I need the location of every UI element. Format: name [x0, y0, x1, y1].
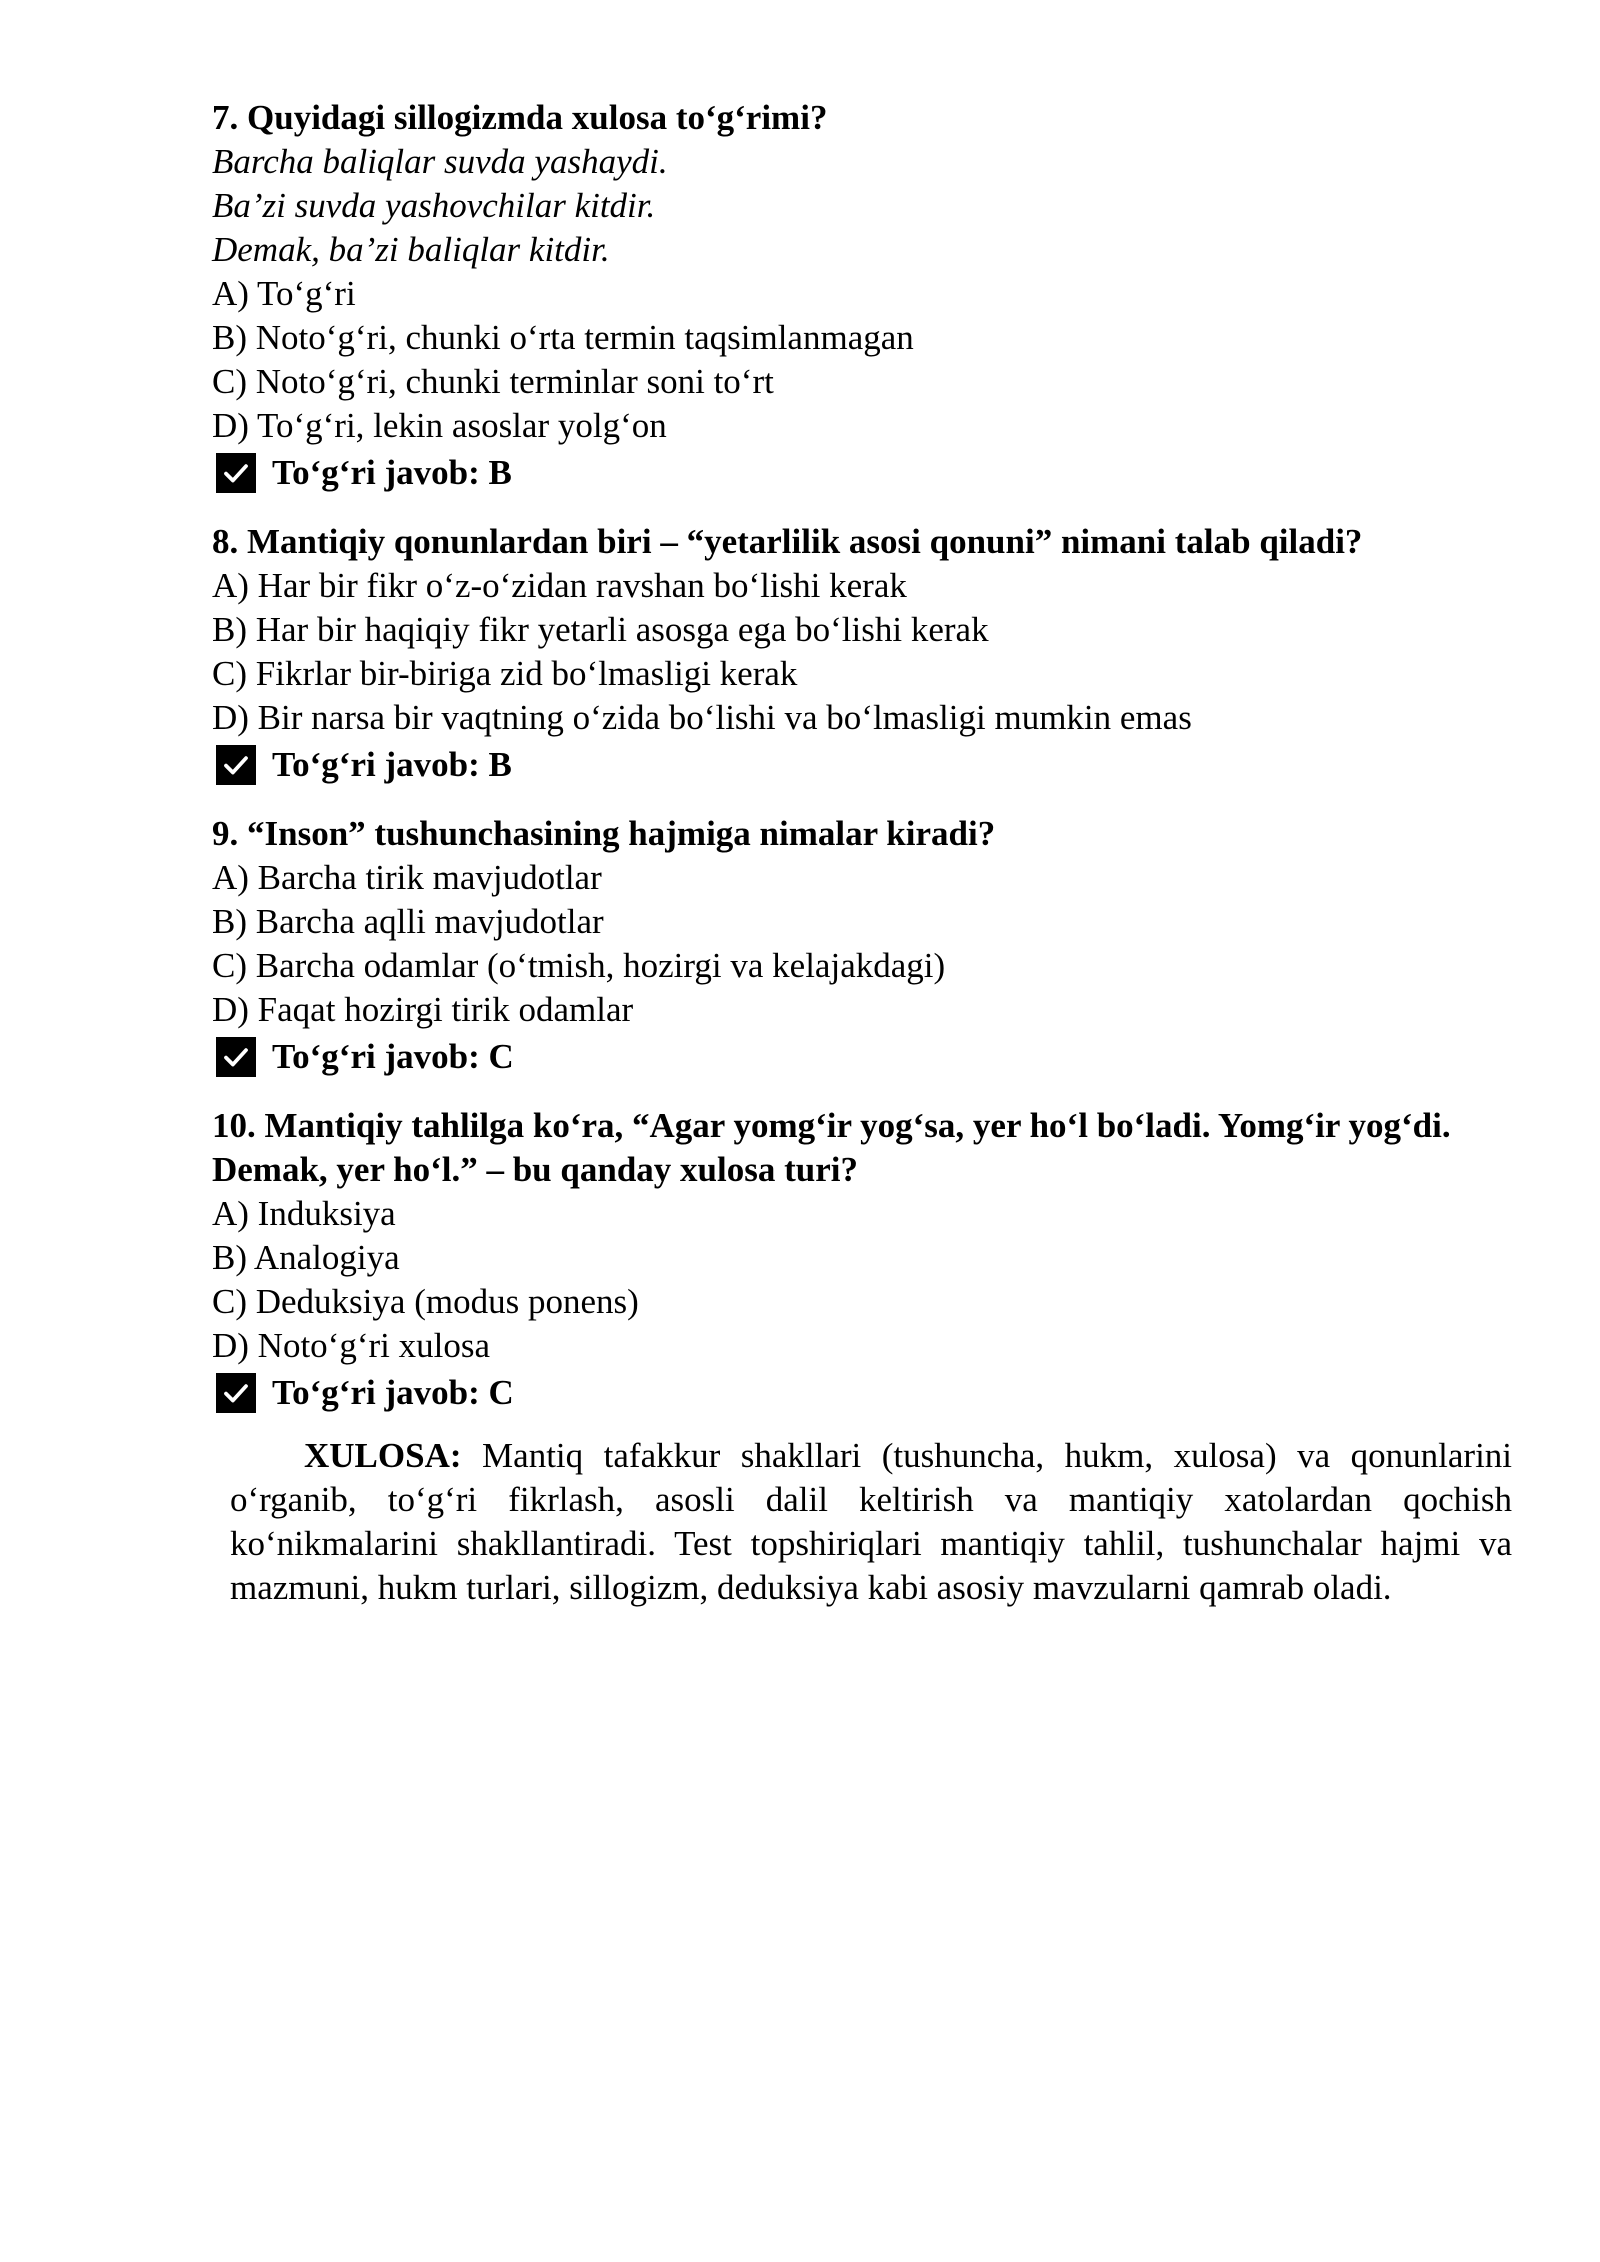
checkbox-checked-icon — [216, 453, 256, 493]
question-title: 7. Quyidagi sillogizmda xulosa to‘g‘rimi? — [212, 98, 828, 137]
checkbox-checked-icon — [216, 1037, 256, 1077]
checkbox-checked-icon — [216, 745, 256, 785]
premise-line: Ba’zi suvda yashovchilar kitdir. — [212, 186, 656, 225]
correct-answer — [212, 1368, 1512, 1418]
correct-answer — [212, 448, 1512, 498]
option-b: B) Noto‘g‘ri, chunki o‘rta termin taqsimlanmagan — [212, 318, 914, 357]
answer-text: To‘g‘ri javob: C — [272, 1037, 514, 1076]
option-d: D) Noto‘g‘ri xulosa — [212, 1326, 491, 1365]
option-b: B) Analogiya — [212, 1238, 400, 1277]
option-d: D) Faqat hozirgi tirik odamlar — [212, 990, 634, 1029]
option-b: B) Har bir haqiqiy fikr yetarli asosga ega bo‘lishi kerak — [212, 610, 989, 649]
correct-answer — [212, 740, 1512, 790]
question-8 — [212, 520, 1512, 790]
answer-text: To‘g‘ri javob: B — [272, 745, 512, 784]
option-a: A) Barcha tirik mavjudotlar — [212, 858, 602, 897]
option-a: A) Induksiya — [212, 1194, 396, 1233]
question-10 — [212, 1104, 1512, 1418]
option-d: D) To‘g‘ri, lekin asoslar yolg‘on — [212, 406, 667, 445]
option-a: A) Har bir fikr o‘z-o‘zidan ravshan bo‘lishi kerak — [212, 566, 907, 605]
question-7 — [212, 96, 1512, 498]
conclusion-paragraph — [230, 1434, 1512, 1610]
document-page — [212, 96, 1512, 1645]
answer-text: To‘g‘ri javob: B — [272, 453, 512, 492]
option-a: A) To‘g‘ri — [212, 274, 356, 313]
question-title: 8. Mantiqiy qonunlardan biri – “yetarlilik asosi qonuni” nimani talab qiladi? — [212, 522, 1363, 561]
correct-answer — [212, 1032, 1512, 1082]
option-c: C) Deduksiya (modus ponens) — [212, 1282, 639, 1321]
question-title: 9. “Inson” tushunchasining hajmiga nimalar kiradi? — [212, 814, 996, 853]
question-title: 10. Mantiqiy tahlilga ko‘ra, “Agar yomg‘ir yog‘sa, yer ho‘l bo‘ladi. Yomg‘ir yog‘di. Demak, yer ho‘l.” – bu qanday xulosa turi? — [212, 1106, 1451, 1189]
premise-line: Demak, ba’zi baliqlar kitdir. — [212, 230, 610, 269]
option-d: D) Bir narsa bir vaqtning o‘zida bo‘lishi va bo‘lmasligi mumkin emas — [212, 698, 1192, 737]
question-9 — [212, 812, 1512, 1082]
option-c: C) Noto‘g‘ri, chunki terminlar soni to‘rt — [212, 362, 774, 401]
option-c: C) Fikrlar bir-biriga zid bo‘lmasligi kerak — [212, 654, 798, 693]
answer-text: To‘g‘ri javob: C — [272, 1373, 514, 1412]
premise-line: Barcha baliqlar suvda yashaydi. — [212, 142, 668, 181]
checkbox-checked-icon — [216, 1373, 256, 1413]
conclusion-text: Mantiq tafakkur shakllari (tushuncha, hukm, xulosa) va qonunlarini o‘rganib, to‘g‘ri fikrlash, asosli dalil keltirish va mantiqiy xatolardan qochish ko‘nikmalarini shakllantiradi. Test topshiriqlari mantiqiy tahlil, tushunchalar hajmi va mazmuni, hukm turlari, sillogizm, deduksiya kabi asosiy mavzularni qamrab oladi. — [230, 1436, 1513, 1607]
option-c: C) Barcha odamlar (o‘tmish, hozirgi va kelajakdagi) — [212, 946, 946, 985]
option-b: B) Barcha aqlli mavjudotlar — [212, 902, 604, 941]
conclusion-label: XULOSA: — [304, 1436, 462, 1475]
